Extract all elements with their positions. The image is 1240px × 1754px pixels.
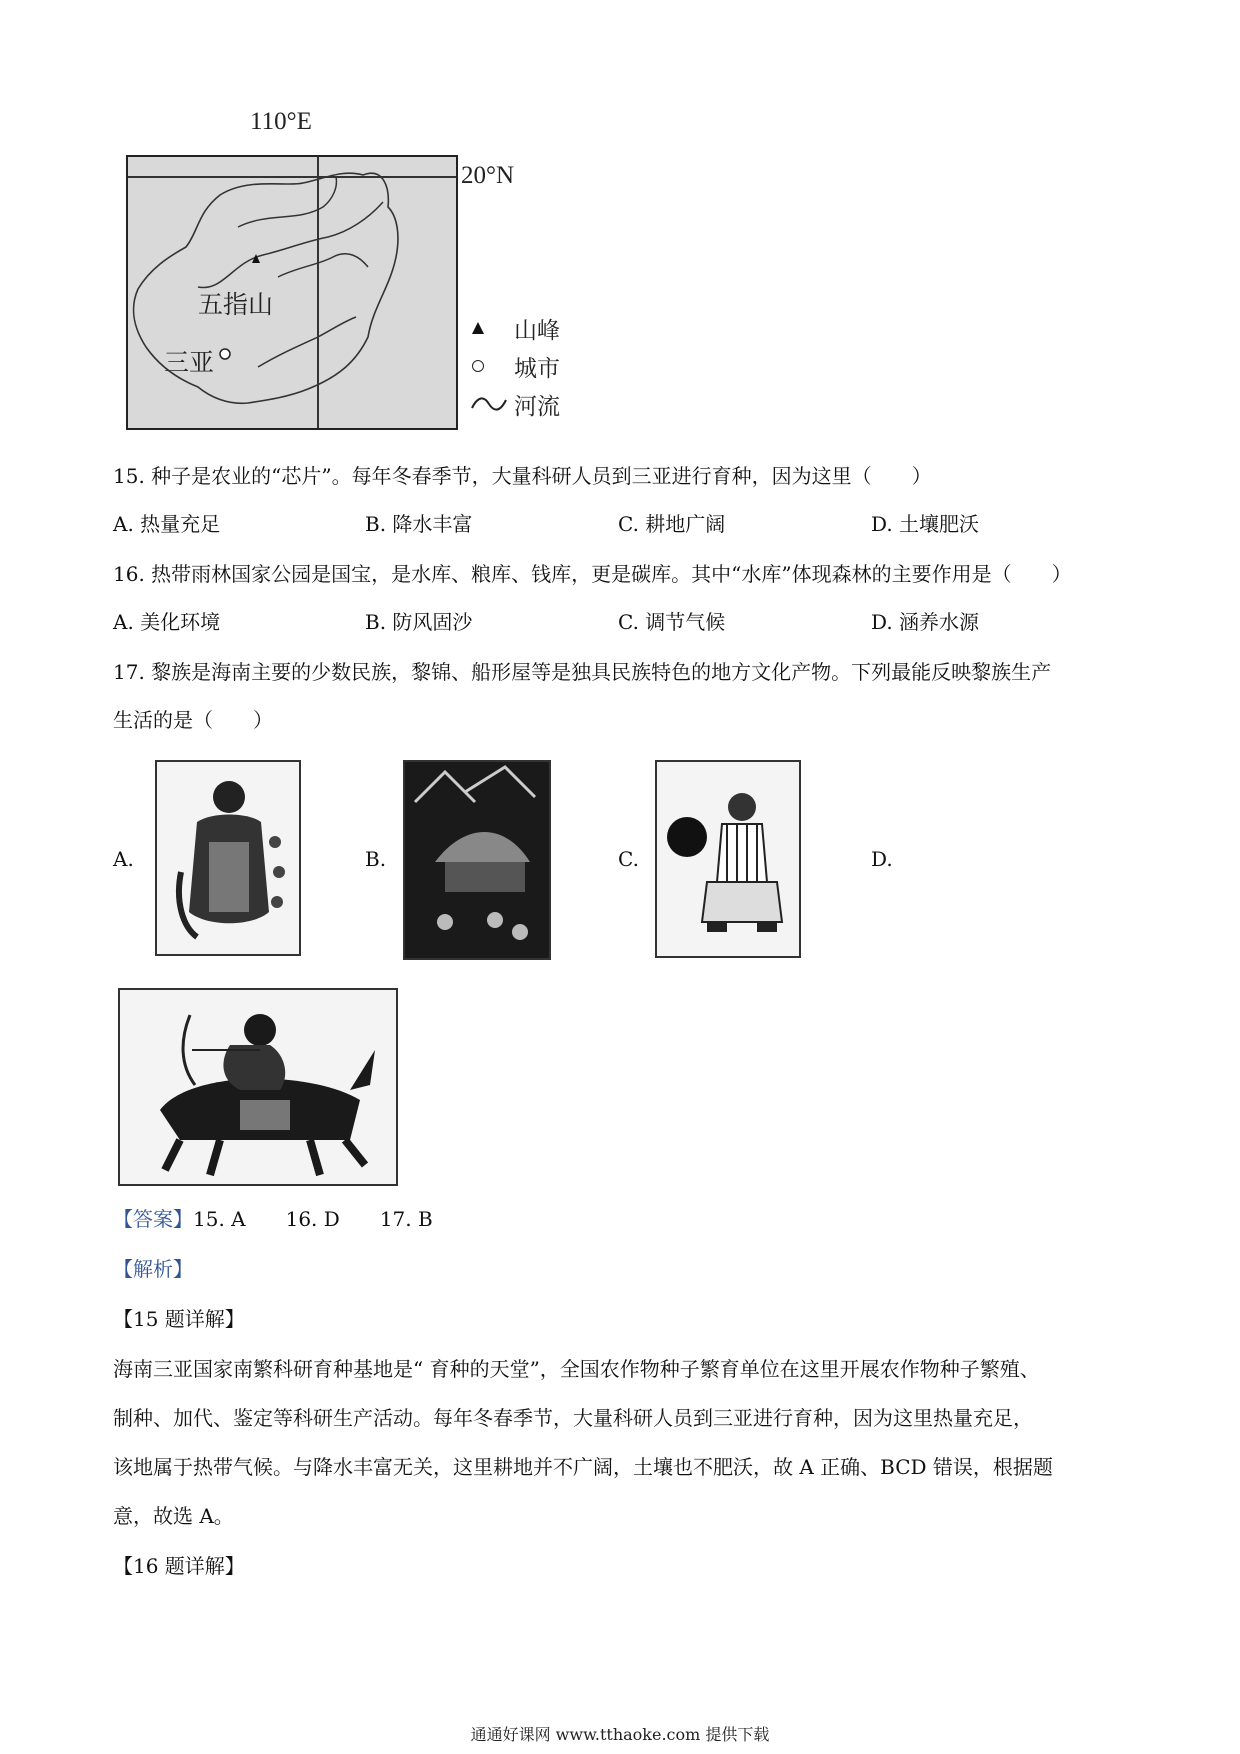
analysis-tag: 【解析】 — [113, 1257, 193, 1281]
longitude-label: 110°E — [250, 108, 312, 135]
legend-item-peak — [470, 312, 580, 350]
river-3 — [278, 254, 368, 277]
question-17-line-2: 生活的是（ ） — [113, 708, 273, 732]
hainan-map — [126, 155, 458, 430]
river-1 — [198, 202, 383, 288]
latitude-label: 20°N — [461, 162, 515, 189]
answer-15: 15. A — [193, 1207, 246, 1231]
q15-option-d: D. 土壤肥沃 — [871, 512, 980, 536]
q15-option-b: B. 降水丰富 — [365, 512, 473, 536]
q17-option-c-image — [655, 760, 801, 958]
q17-option-a-label: A. — [113, 847, 134, 871]
q16-option-a: A. 美化环境 — [113, 610, 221, 634]
legend-label-peak: 山峰 — [514, 318, 560, 344]
q17-option-b-image — [403, 760, 551, 960]
q17-option-a-image — [155, 760, 301, 956]
triangle-icon — [472, 322, 484, 334]
q17-option-c-label: C. — [618, 847, 639, 871]
q16-option-b: B. 防风固沙 — [365, 610, 473, 634]
detail-15-title: 【15 题详解】 — [113, 1307, 245, 1331]
detail-15-line-4: 意，故选 A。 — [113, 1504, 234, 1528]
river-4 — [258, 317, 356, 367]
q16-option-c: C. 调节气候 — [618, 610, 726, 634]
legend-label-river: 河流 — [514, 394, 560, 420]
detail-15-line-2: 制种、加代、鉴定等科研生产活动。每年冬春季节，大量科研人员到三亚进行育种，因为这里热量充足， — [113, 1406, 1033, 1430]
q15-option-c: C. 耕地广阔 — [618, 512, 726, 536]
circle-icon — [472, 360, 484, 372]
q15-option-a: A. 热量充足 — [113, 512, 221, 536]
q16-option-d: D. 涵养水源 — [871, 610, 980, 634]
answer-16: 16. D — [285, 1207, 340, 1231]
page-footer: 通通好课网 www.tthaoke.com 提供下载 — [470, 1725, 770, 1744]
detail-15-line-1: 海南三亚国家南繁科研育种基地是“ 育种的天堂”，全国农作物种子繁育单位在这里开展农作物种子繁殖、 — [113, 1357, 1040, 1381]
answer-line — [113, 1205, 433, 1233]
wave-icon — [470, 394, 508, 414]
q17-option-d-label: D. — [871, 847, 893, 871]
question-16: 16. 热带雨林国家公园是国宝，是水库、粮库、钱库，更是碳库。其中“水库”体现森林的主要作用是（ ） — [113, 562, 1072, 586]
legend-label-city: 城市 — [514, 356, 560, 382]
detail-16-title: 【16 题详解】 — [113, 1554, 245, 1578]
city-label: 三亚 — [164, 350, 215, 377]
detail-15-line-3: 该地属于热带气候。与降水丰富无关，这里耕地并不广阔，土壤也不肥沃，故 A 正确、BCD 错误，根据题 — [113, 1455, 1053, 1479]
answer-tag: 【答案】 — [113, 1207, 193, 1231]
q17-option-b-label: B. — [365, 847, 387, 871]
answer-17: 17. B — [379, 1207, 433, 1231]
q17-option-d-image — [118, 988, 398, 1186]
question-17-line-1: 17. 黎族是海南主要的少数民族，黎锦、船形屋等是独具民族特色的地方文化产物。下列最能反映黎族生产 — [113, 660, 1052, 684]
city-icon — [220, 349, 230, 359]
legend-item-city — [470, 350, 580, 388]
map-legend — [470, 312, 580, 426]
question-15: 15. 种子是农业的“芯片”。每年冬春季节，大量科研人员到三亚进行育种，因为这里（ ） — [113, 464, 932, 488]
mountain-label: 五指山 — [198, 292, 274, 319]
legend-item-river — [470, 388, 580, 426]
